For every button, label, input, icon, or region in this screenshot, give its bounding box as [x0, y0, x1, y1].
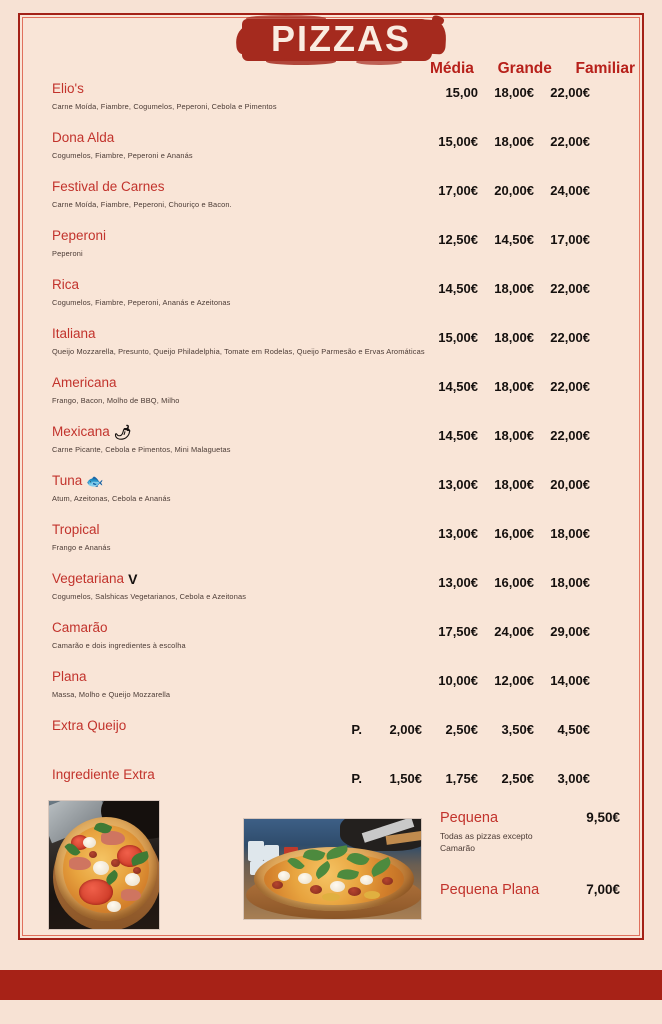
- menu-item-price: 16,00€: [494, 575, 534, 590]
- menu-item-row: [34, 80, 614, 129]
- menu-item-text: [52, 227, 106, 259]
- menu-item-row: [34, 178, 614, 227]
- menu-item-price: 22,00€: [550, 134, 590, 149]
- menu-item-price: 22,00€: [550, 281, 590, 296]
- menu-item-description: Cogumelos, Fiambre, Peperoni, Ananás e Azeitonas: [52, 298, 231, 307]
- flame-icon: 🌶: [113, 424, 132, 440]
- menu-item-name-line: [52, 325, 425, 343]
- menu-item-prices: [430, 232, 590, 247]
- menu-item-prices: [430, 624, 590, 639]
- price-prefix: P.: [351, 771, 362, 786]
- menu-item-price: 17,00€: [438, 183, 478, 198]
- menu-item-name-line: [52, 423, 231, 441]
- menu-item-name-line: [52, 472, 171, 490]
- menu-item-name: Tropical: [52, 522, 100, 537]
- menu-item-name: Vegetariana: [52, 571, 125, 586]
- menu-item-text: [52, 766, 155, 784]
- menu-item-price: 10,00€: [438, 673, 478, 688]
- menu-item-prices: [430, 575, 590, 590]
- pequena-plana-row: [440, 882, 620, 898]
- menu-item-text: [52, 374, 180, 406]
- menu-item-prices: [430, 428, 590, 443]
- menu-item-price: 22,00€: [550, 428, 590, 443]
- small-sizes-block: [440, 810, 620, 898]
- menu-item-text: [52, 80, 277, 112]
- pequena-price: 9,50€: [586, 810, 620, 825]
- menu-item-row: [34, 619, 614, 668]
- menu-item-description: Cogumelos, Fiambre, Peperoni e Ananás: [52, 151, 193, 160]
- menu-item-row: [34, 325, 614, 374]
- menu-item-name: Festival de Carnes: [52, 179, 165, 194]
- vegetarian-icon: V: [128, 571, 138, 587]
- pequena-plana-price: 7,00€: [586, 882, 620, 897]
- menu-item-row: [34, 668, 614, 717]
- menu-item-price: 15,00€: [438, 330, 478, 345]
- menu-item-prices: [430, 183, 590, 198]
- menu-item-name: Rica: [52, 277, 80, 292]
- menu-item-price: 14,00€: [550, 673, 590, 688]
- price-prefix: P.: [351, 722, 362, 737]
- menu-item-row: [34, 423, 614, 472]
- menu-item-text: [52, 129, 193, 161]
- menu-item-price: 18,00€: [494, 428, 534, 443]
- menu-item-text: [52, 619, 186, 651]
- menu-item-price: 20,00€: [550, 477, 590, 492]
- menu-item-prices: [430, 85, 590, 100]
- menu-item-price: 22,00€: [550, 379, 590, 394]
- menu-item-name: Americana: [52, 375, 117, 390]
- pequena-plana-label: Pequena Plana: [440, 882, 540, 898]
- menu-item-prices: [430, 281, 590, 296]
- menu-item-price: 14,50€: [438, 379, 478, 394]
- menu-item-price: 15,00€: [438, 134, 478, 149]
- menu-item-price: 3,00€: [557, 771, 590, 786]
- menu-item-row: [34, 717, 614, 766]
- menu-item-prices: [430, 379, 590, 394]
- menu-item-name: Peperoni: [52, 228, 107, 243]
- menu-item-price: 18,00€: [494, 85, 534, 100]
- menu-item-text: [52, 521, 111, 553]
- pequena-note-line-1: Todas as pizzas excepto: [440, 831, 533, 841]
- menu-item-name-line: [52, 570, 246, 588]
- menu-item-prices: [351, 771, 590, 786]
- menu-item-price: 18,00€: [550, 526, 590, 541]
- menu-item-text: [52, 668, 170, 700]
- menu-item-price: 24,00€: [550, 183, 590, 198]
- menu-item-price: 13,00€: [438, 477, 478, 492]
- menu-item-price: 2,50€: [445, 722, 478, 737]
- menu-item-price: 17,50€: [438, 624, 478, 639]
- menu-item-description: Carne Moída, Fiambre, Peperoni, Chouriço e Bacon.: [52, 200, 232, 209]
- menu-item-description: Frango, Bacon, Molho de BBQ, Milho: [52, 396, 180, 405]
- page-title: PIZZAS: [270, 18, 411, 59]
- menu-item-price: 24,00€: [494, 624, 534, 639]
- pequena-note: [440, 830, 620, 854]
- menu-item-text: [52, 325, 425, 357]
- pizza-photo-right: [243, 818, 422, 920]
- menu-item-price: 29,00€: [550, 624, 590, 639]
- menu-item-description: Queijo Mozzarella, Presunto, Queijo Philadelphia, Tomate em Rodelas, Queijo Parmesão e Ervas Aromáticas: [52, 347, 425, 356]
- menu-item-name-line: [52, 80, 277, 98]
- menu-item-text: [52, 717, 126, 735]
- menu-item-text: [52, 178, 232, 210]
- menu-item-name-line: [52, 374, 180, 392]
- menu-item-row: [34, 570, 614, 619]
- menu-item-price: 18,00€: [494, 281, 534, 296]
- menu-item-prices: [430, 477, 590, 492]
- menu-item-price: 18,00€: [494, 477, 534, 492]
- menu-item-price: 16,00€: [494, 526, 534, 541]
- size-column-headers: [430, 60, 635, 78]
- menu-item-text: [52, 570, 246, 602]
- menu-item-price: 18,00€: [494, 330, 534, 345]
- menu-item-prices: [430, 673, 590, 688]
- menu-item-description: Atum, Azeitonas, Cebola e Ananás: [52, 494, 171, 503]
- menu-item-name-line: [52, 129, 193, 147]
- menu-item-price: 18,00€: [494, 134, 534, 149]
- menu-item-row: [34, 276, 614, 325]
- menu-item-description: Carne Picante, Cebola e Pimentos, Mini Malaguetas: [52, 445, 231, 454]
- menu-item-name-line: [52, 766, 155, 784]
- menu-item-row: [34, 227, 614, 276]
- menu-item-list: [34, 80, 614, 815]
- menu-item-name-line: [52, 178, 232, 196]
- menu-item-name: Camarão: [52, 620, 108, 635]
- pequena-note-line-2: Camarão: [440, 843, 475, 853]
- bottom-accent-bar: [0, 970, 662, 1000]
- size-header-familiar: Familiar: [575, 60, 635, 77]
- menu-item-price: 14,50€: [494, 232, 534, 247]
- menu-item-name: Plana: [52, 669, 87, 684]
- menu-item-price: 22,00€: [550, 330, 590, 345]
- menu-item-prices: [351, 722, 590, 737]
- menu-item-price: 14,50€: [438, 281, 478, 296]
- menu-item-price: 22,00€: [550, 85, 590, 100]
- menu-item-price: 4,50€: [557, 722, 590, 737]
- pequena-row: [440, 810, 620, 826]
- menu-item-name: Italiana: [52, 326, 96, 341]
- menu-item-price: 2,00€: [389, 722, 422, 737]
- menu-item-name-line: [52, 717, 126, 735]
- menu-item-name: Elio's: [52, 81, 84, 96]
- menu-item-text: [52, 472, 171, 504]
- menu-item-name: Mexicana: [52, 424, 110, 439]
- menu-item-row: [34, 472, 614, 521]
- menu-item-name: Dona Alda: [52, 130, 115, 145]
- menu-item-description: Camarão e dois ingredientes à escolha: [52, 641, 186, 650]
- menu-item-name-line: [52, 227, 106, 245]
- menu-item-price: 12,50€: [438, 232, 478, 247]
- menu-item-price: 20,00€: [494, 183, 534, 198]
- menu-item-name-line: [52, 521, 111, 539]
- size-header-media: Média: [430, 60, 474, 77]
- menu-item-text: [52, 423, 231, 455]
- menu-item-name: Tuna: [52, 473, 83, 488]
- menu-item-price: 18,00€: [550, 575, 590, 590]
- menu-item-price: 3,50€: [501, 722, 534, 737]
- menu-item-prices: [430, 330, 590, 345]
- menu-item-prices: [430, 134, 590, 149]
- fish-icon: 🐟: [86, 473, 104, 489]
- menu-item-name: Ingrediente Extra: [52, 767, 155, 782]
- menu-item-price: 12,00€: [494, 673, 534, 688]
- menu-item-price: 13,00€: [438, 575, 478, 590]
- menu-item-price: 2,50€: [501, 771, 534, 786]
- menu-item-description: Massa, Molho e Queijo Mozzarella: [52, 690, 171, 699]
- menu-item-prices: [430, 526, 590, 541]
- menu-item-text: [52, 276, 231, 308]
- menu-item-row: [34, 129, 614, 178]
- menu-item-price: 17,00€: [550, 232, 590, 247]
- menu-item-price: 18,00€: [494, 379, 534, 394]
- menu-item-price: 1,75€: [445, 771, 478, 786]
- menu-item-name-line: [52, 276, 231, 294]
- menu-item-name: Extra Queijo: [52, 718, 127, 733]
- size-header-grande: Grande: [497, 60, 552, 77]
- menu-item-description: Carne Moída, Fiambre, Cogumelos, Peperoni, Cebola e Pimentos: [52, 102, 277, 111]
- menu-item-price: 14,50€: [438, 428, 478, 443]
- menu-item-price: 13,00€: [438, 526, 478, 541]
- pizza-photo-left: [48, 800, 160, 930]
- menu-item-price: 1,50€: [389, 771, 422, 786]
- menu-title-banner: [236, 14, 446, 64]
- menu-item-row: [34, 374, 614, 423]
- menu-item-description: Cogumelos, Salshicas Vegetarianos, Cebola e Azeitonas: [52, 592, 247, 601]
- menu-item-name-line: [52, 619, 186, 637]
- menu-item-name-line: [52, 668, 170, 686]
- pequena-label: Pequena: [440, 810, 499, 826]
- menu-item-description: Peperoni: [52, 249, 83, 258]
- menu-item-row: [34, 521, 614, 570]
- menu-item-price: 15,00: [445, 85, 478, 100]
- menu-item-description: Frango e Ananás: [52, 543, 111, 552]
